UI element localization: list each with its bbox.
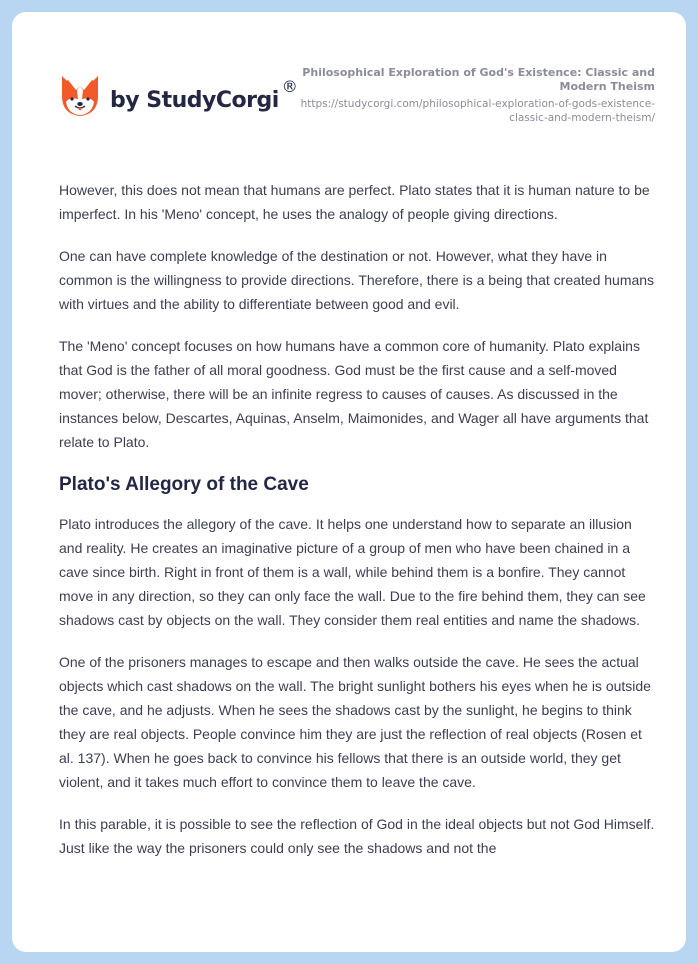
paragraph: One can have complete knowledge of the destination or not. However, what they have in common is the willingness to provide directions. Therefore, there is a being that created humans with virtues and the ability to differentiate between good and evil.: [59, 248, 655, 312]
paragraph: Plato introduces the allegory of the cave. It helps one understand how to separate an illusion and reality. He creates an imaginative picture of a group of men who have been chained in a cave since birth. Right in front of them is a wall, while behind them is a bonfire. They cannot move in any direction, so they can only face the wall. Due to the fire behind them, they can see shadows cast by objects on the wall. They consider them real entities and name the shadows.: [59, 516, 646, 628]
section-heading: Plato's Allegory of the Cave: [59, 474, 309, 495]
brand-name: by StudyCorgi: [110, 87, 279, 113]
paragraph: However, this does not mean that humans are perfect. Plato states that it is human nature to be imperfect. In his 'Meno' concept, he uses the analogy of people giving directions.: [59, 182, 650, 222]
paragraph: One of the prisoners manages to escape and then walks outside the cave. He sees the actual objects which cast shadows on the wall. The bright sunlight bothers his eyes when he is outside the cave, and he adjusts. When he sees the shadows cast by the sunlight, he begins to think they are real objects. People convince him they are just the reflection of real objects (Rosen et al. 137). When he goes back to convince his fellows that there is an outside world, they get violent, and it takes much effort to convince them to leave the cave.: [59, 654, 651, 790]
page-header: [12, 12, 686, 162]
document-url[interactable]: https://studycorgi.com/philosophical-exploration-of-gods-existence-classic-and-modern-theism/: [300, 98, 655, 124]
paragraph: The 'Meno' concept focuses on how humans have a common core of humanity. Plato explains that God is the father of all moral goodness. God must be the first cause and a self-moved mover; otherwise, there will be an infinite regress to causes of causes. As discussed in the instances below, Descartes, Aquinas, Anselm, Maimonides, and Wager all have arguments that relate to Plato.: [59, 338, 649, 450]
corgi-logo-icon: [60, 74, 100, 118]
studycorgi-logo[interactable]: [60, 74, 298, 118]
paragraph: In this parable, it is possible to see the reflection of God in the ideal objects but not God Himself. Just like the way the prisoners could only see the shadows and not the: [59, 816, 655, 856]
article-body: [59, 178, 659, 878]
registered-mark: ®: [281, 76, 298, 96]
document-meta: [295, 66, 655, 125]
document-title: Philosophical Exploration of God's Existence: Classic and Modern Theism: [302, 66, 655, 93]
document-page: [12, 12, 686, 952]
